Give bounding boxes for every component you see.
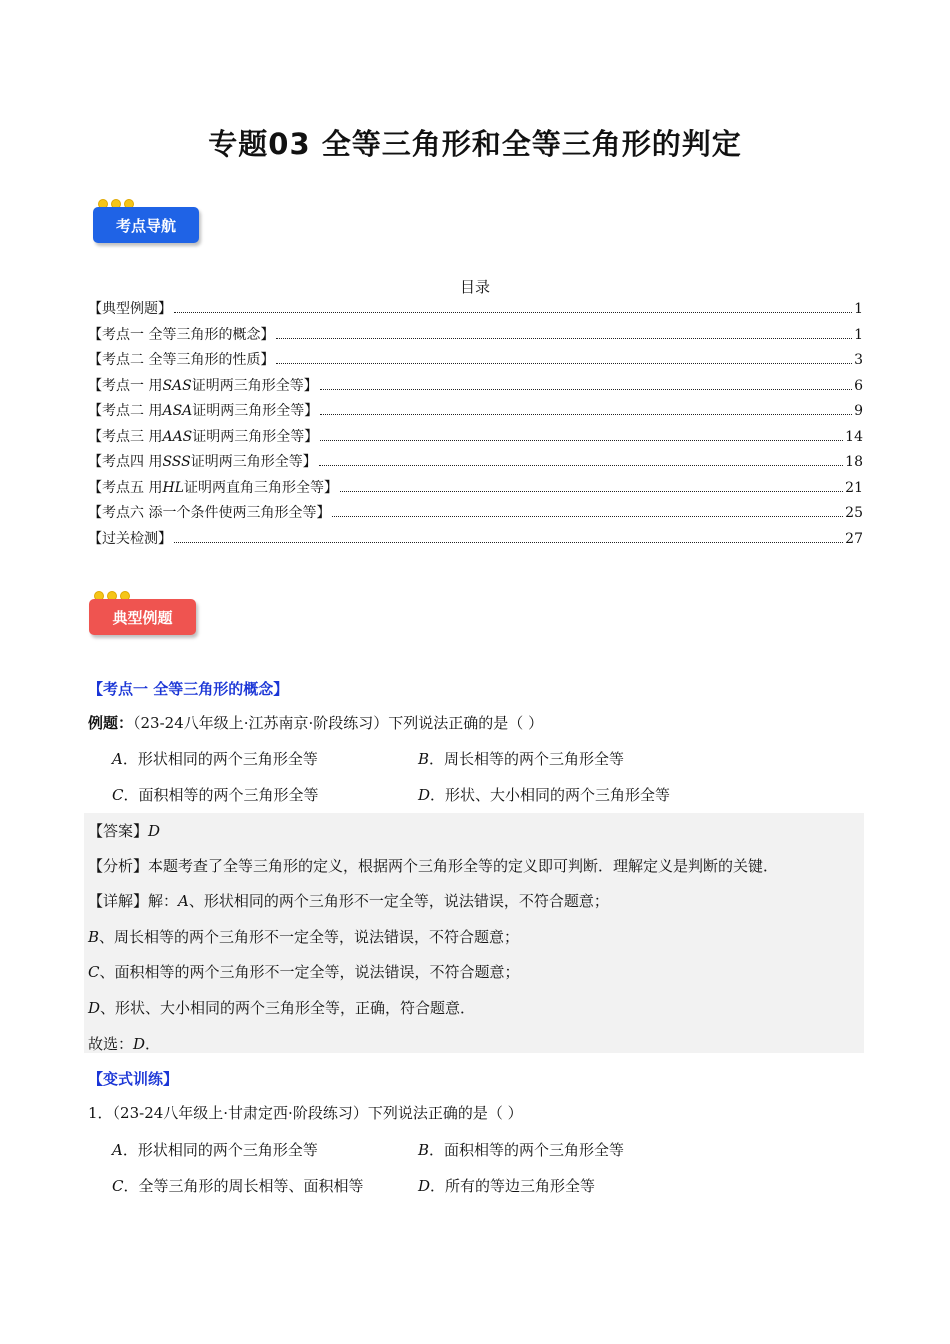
toc-leader [320, 440, 843, 441]
detail-line-d: D、形状、大小相同的两个三角形全等，正确，符合题意． [88, 999, 476, 1017]
toc-entry-label: 【考点四 用SSS证明两三角形全等】 [88, 454, 317, 470]
toc-page-number: 14 [845, 428, 863, 445]
detail-line-a: 【详解】解：A、形状相同的两个三角形不一定全等，说法错误，不符合题意； [88, 892, 609, 910]
practice-option-c: C．全等三角形的周长相等、面积相等 [112, 1177, 364, 1195]
toc-entry[interactable] [88, 502, 863, 528]
toc-entry[interactable] [88, 349, 863, 375]
toc-page-number: 25 [845, 505, 863, 521]
toc-entry-label: 【考点六 添一个条件使两三角形全等】 [88, 505, 331, 521]
toc-entry-label: 【考点二 用ASA证明两三角形全等】 [88, 403, 319, 419]
option-a: A．形状相同的两个三角形全等 [112, 750, 318, 768]
toc-heading: 目录 [459, 278, 490, 296]
option-b: B．周长相等的两个三角形全等 [418, 750, 625, 768]
toc-page-number: 1 [854, 326, 863, 343]
answer-line: 【答案】D [88, 822, 161, 840]
toc-entry-label: 【考点一 全等三角形的概念】 [88, 326, 275, 343]
practice-option-d: D．所有的等边三角形全等 [418, 1177, 596, 1195]
toc-leader [340, 491, 843, 492]
toc-leader [319, 465, 843, 466]
table-of-contents [88, 298, 863, 553]
toc-entry[interactable] [88, 426, 863, 452]
practice-option-a: A．形状相同的两个三角形全等 [112, 1141, 318, 1159]
practice-option-b: B．面积相等的两个三角形全等 [418, 1141, 625, 1159]
toc-page-number: 1 [854, 301, 863, 317]
detail-line-b: B、周长相等的两个三角形不一定全等，说法错误，不符合题意； [88, 928, 520, 946]
practice-heading: 【变式训练】 [88, 1070, 179, 1088]
toc-entry[interactable] [88, 324, 863, 350]
toc-leader [320, 389, 852, 390]
example-text: （23-24八年级上·江苏南京·阶段练习）下列说法正确的是（ ） [133, 714, 544, 732]
examples-badge: 典型例题 [89, 599, 196, 635]
toc-entry[interactable] [88, 451, 863, 477]
analysis-line: 【分析】本题考查了全等三角形的定义，根据两个三角形全等的定义即可判断．理解定义是判断的关键． [88, 857, 779, 875]
option-c: C．面积相等的两个三角形全等 [112, 786, 319, 804]
toc-page-number: 18 [845, 454, 863, 470]
nav-badge: 考点导航 [93, 207, 199, 243]
toc-entry-label: 【考点二 全等三角形的性质】 [88, 352, 275, 368]
toc-entry[interactable] [88, 298, 863, 324]
toc-entry-label: 【典型例题】 [88, 301, 172, 317]
example-label: 例题： [88, 714, 134, 732]
option-d: D．形状、大小相同的两个三角形全等 [418, 786, 671, 804]
toc-entry-label: 【过关检测】 [88, 530, 172, 547]
toc-page-number: 3 [854, 352, 863, 368]
toc-entry-label: 【考点一 用SAS证明两三角形全等】 [88, 377, 318, 394]
toc-leader [174, 312, 852, 313]
toc-page-number: 9 [854, 403, 863, 419]
choose-line: 故选：D． [88, 1035, 161, 1053]
toc-page-number: 27 [845, 530, 863, 547]
toc-leader [276, 363, 852, 364]
toc-entry[interactable] [88, 528, 863, 554]
page-title: 专题03 全等三角形和全等三角形的判定 [208, 127, 742, 161]
toc-leader [320, 414, 852, 415]
toc-entry[interactable] [88, 477, 863, 503]
toc-leader [174, 542, 843, 543]
detail-line-c: C、面积相等的两个三角形不一定全等，说法错误，不符合题意； [88, 963, 520, 981]
toc-page-number: 21 [845, 479, 863, 496]
toc-entry[interactable] [88, 400, 863, 426]
toc-leader [332, 516, 843, 517]
toc-page-number: 6 [854, 377, 863, 394]
toc-entry-label: 【考点五 用HL证明两直角三角形全等】 [88, 479, 338, 496]
toc-leader [276, 338, 852, 339]
section-heading: 【考点一 全等三角形的概念】 [88, 680, 289, 698]
practice-question: 1．（23-24八年级上·甘肃定西·阶段练习）下列说法正确的是（ ） [88, 1104, 523, 1122]
toc-entry[interactable] [88, 375, 863, 401]
toc-entry-label: 【考点三 用AAS证明两三角形全等】 [88, 428, 319, 445]
example-question [88, 712, 543, 733]
